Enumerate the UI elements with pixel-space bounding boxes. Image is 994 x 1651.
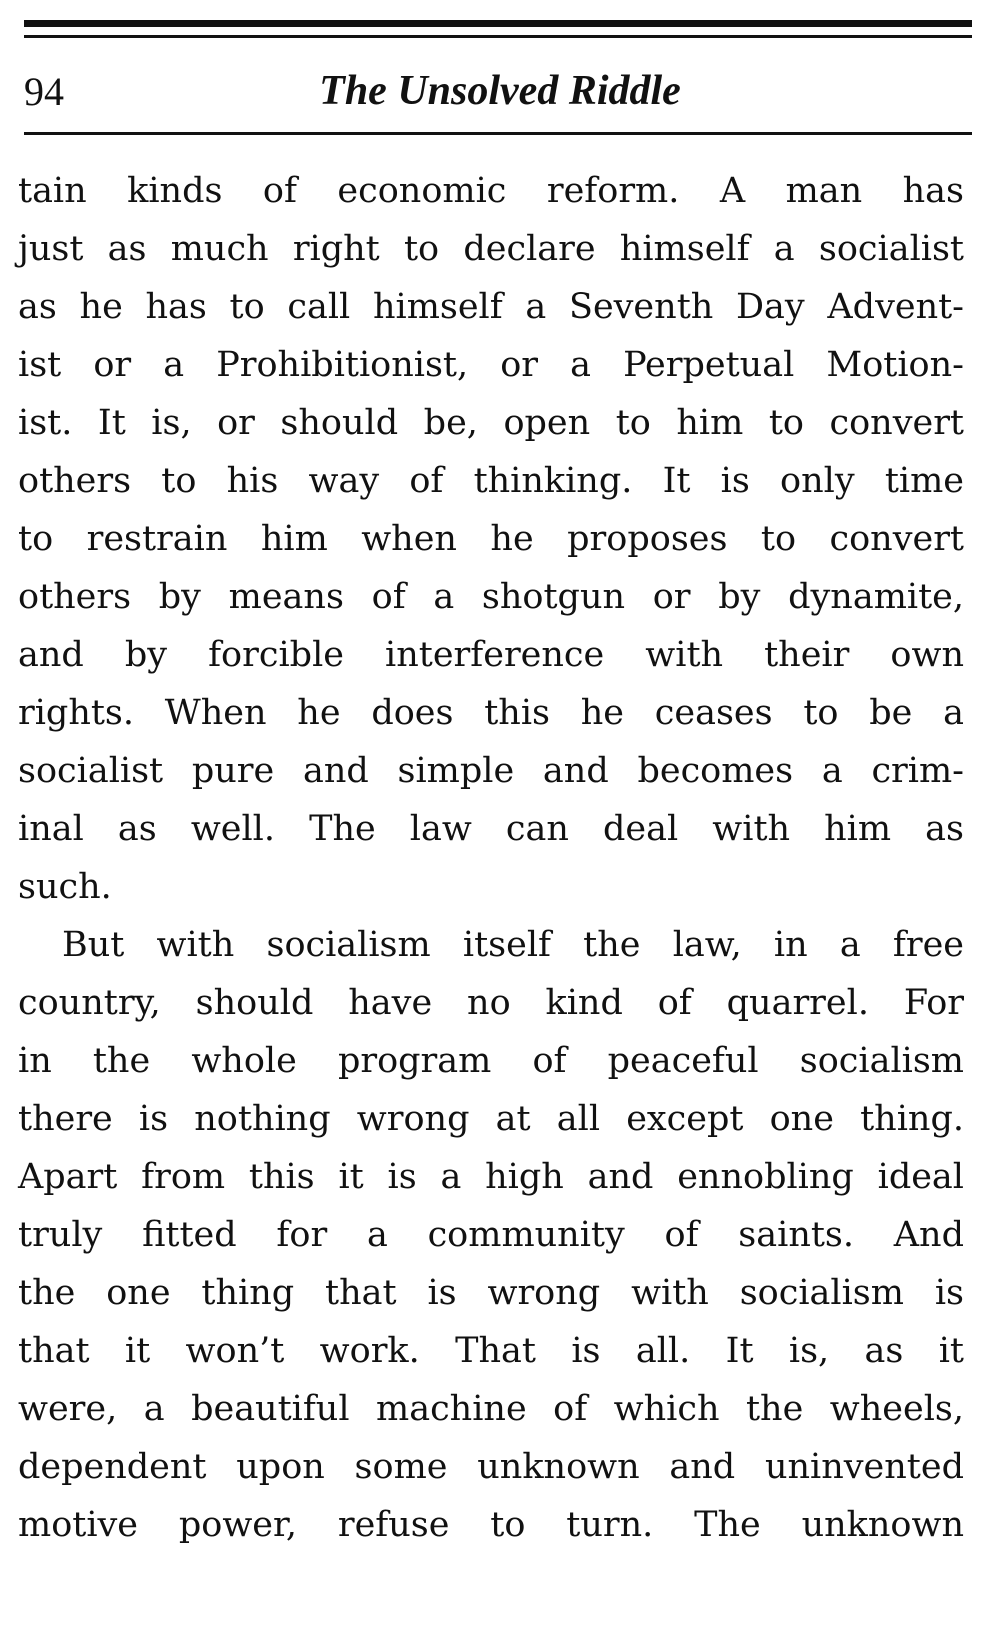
text-line: that it won’t work. That is all. It is, as it	[18, 1331, 964, 1371]
text-line: to restrain him when he proposes to convert	[18, 519, 964, 559]
text-line: just as much right to declare himself a socialist	[18, 229, 964, 269]
text-line: rights. When he does this he ceases to be a	[18, 693, 964, 733]
paragraph-1	[18, 162, 964, 916]
text-line: ist or a Prohibitionist, or a Perpetual Motion-	[18, 345, 964, 385]
top-rule-thick	[24, 20, 972, 27]
text-line: But with socialism itself the law, in a free	[62, 925, 964, 965]
text-line: and by forcible interference with their own	[18, 635, 964, 675]
paragraph-2	[18, 916, 964, 1554]
body-text	[18, 162, 964, 1554]
text-line: socialist pure and simple and becomes a crim-	[18, 751, 964, 791]
text-line: dependent upon some unknown and uninvented	[18, 1447, 964, 1487]
text-line: truly fitted for a community of saints. And	[18, 1215, 964, 1255]
text-line: ist. It is, or should be, open to him to convert	[18, 403, 964, 443]
text-line: as he has to call himself a Seventh Day Advent-	[18, 287, 964, 327]
text-line: tain kinds of economic reform. A man has	[18, 171, 964, 211]
text-line: country, should have no kind of quarrel. For	[18, 983, 964, 1023]
text-line: the one thing that is wrong with socialism is	[18, 1273, 964, 1313]
top-rule-thin	[24, 35, 972, 38]
text-line: motive power, refuse to turn. The unknown	[18, 1505, 964, 1545]
text-line: were, a beautiful machine of which the wheels,	[18, 1389, 964, 1429]
header-rule	[24, 132, 972, 135]
text-line: inal as well. The law can deal with him as	[18, 809, 964, 849]
running-head-title: The Unsolved Riddle	[319, 68, 681, 114]
text-line: others to his way of thinking. It is only time	[18, 461, 964, 501]
text-line: in the whole program of peaceful socialism	[18, 1041, 964, 1081]
text-line: such.	[18, 867, 112, 907]
text-line: others by means of a shotgun or by dynamite,	[18, 577, 964, 617]
text-line: Apart from this it is a high and ennobling ideal	[18, 1157, 964, 1197]
text-line: there is nothing wrong at all except one thing.	[18, 1099, 964, 1139]
page-number: 94	[24, 69, 64, 114]
